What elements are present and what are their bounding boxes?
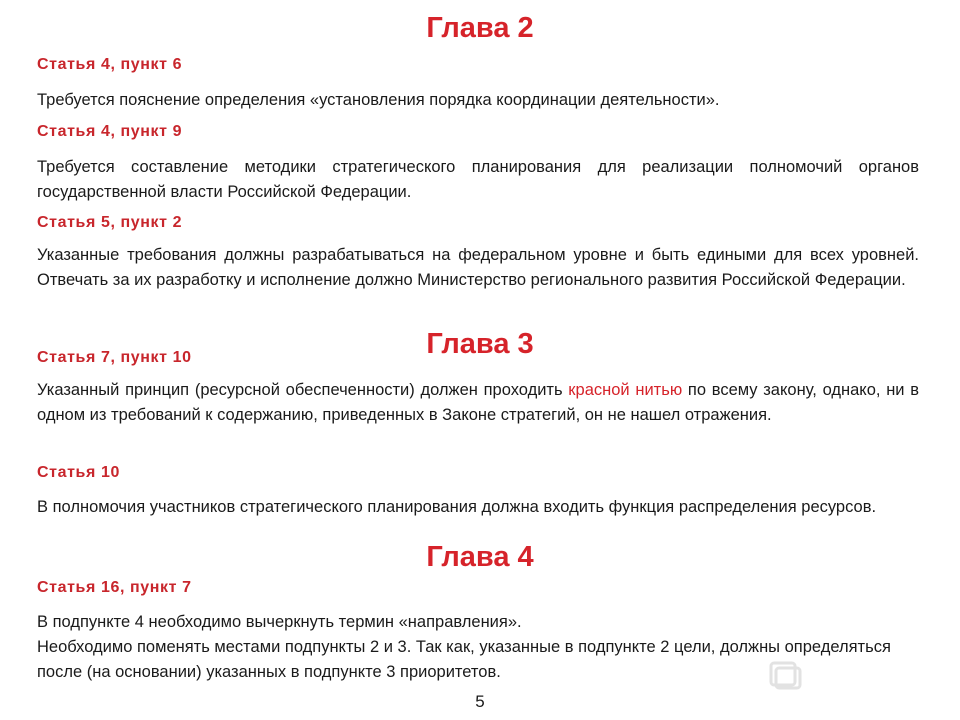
article-text: [37, 378, 919, 428]
article-text: Требуется составление методики стратегического планирования для реализации полномочий органов государственной власти Российской Федерации.: [37, 158, 919, 201]
watermark-icon: [768, 658, 802, 692]
article-heading: Статья 4, пункт 9: [37, 123, 183, 140]
page-number: 5: [475, 692, 485, 711]
article-text: Указанные требования должны разрабатываться на федеральном уровне и быть едиными для всех уровней. Отвечать за их разработку и исполнение должно Министерство регионального развития Российской Федерации.: [37, 246, 919, 289]
article-text: В полномочия участников стратегического планирования должна входить функция распределения ресурсов.: [37, 498, 877, 516]
highlighted-phrase: красной нитью: [568, 381, 683, 399]
article-text-line: В подпункте 4 необходимо вычеркнуть термин «направления».: [37, 613, 522, 631]
article-heading: Статья 16, пункт 7: [37, 579, 192, 596]
article-heading: Статья 10: [37, 464, 120, 481]
chapter-4-title: Глава 4: [426, 541, 534, 573]
article-heading: Статья 4, пункт 6: [37, 56, 183, 73]
article-heading: Статья 7, пункт 10: [37, 349, 192, 366]
article-text: Требуется пояснение определения «установления порядка координации деятельности».: [37, 91, 720, 109]
article-heading: Статья 5, пункт 2: [37, 214, 183, 231]
article-text-part: Указанный принцип (ресурсной обеспеченности) должен проходить: [37, 381, 569, 399]
article-text-part: по всему закону, однако, ни в одном из требований к содержанию, приведенных в Законе стратегий, он не нашел отражения.: [37, 381, 919, 424]
watermark-logo: [768, 658, 928, 692]
chapter-3-title: Глава 3: [426, 328, 534, 360]
article-text: Необходимо поменять местами подпункты 2 и 3. Так как, указанные в подпункте 2 цели, должны определяться после (на основании) указанных в подпункте 3 приоритетов.: [37, 638, 891, 681]
chapter-2-title: Глава 2: [426, 12, 534, 44]
